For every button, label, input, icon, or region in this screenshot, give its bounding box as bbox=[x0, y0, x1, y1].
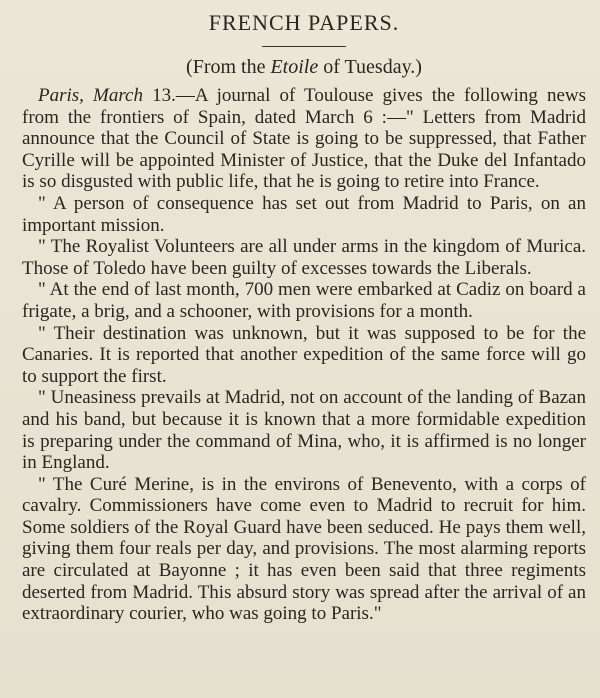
source-paper: Etoile bbox=[270, 56, 319, 78]
source-line bbox=[22, 55, 586, 79]
paragraph: " A person of consequence has set out from Madrid to Paris, on an important mission. bbox=[22, 192, 586, 236]
lead-text: 13.—A journal of Toulouse gives the following news from the frontiers of Spain, dated March 6 :—" Letters from Madrid announce that the Council of State is going to be suppressed, that Father Cyrille will be appointed Minister of Justice, that the Duke del Infantado is so disgusted with public life, that he is going to retire into France. bbox=[22, 85, 586, 193]
paragraph: " At the end of last month, 700 men were embarked at Cadiz on board a frigate, a brig, and a schooner, with provisions for a month. bbox=[22, 279, 586, 322]
dateline-month: March bbox=[93, 85, 143, 106]
lead-paragraph bbox=[22, 85, 586, 193]
dateline-place: Paris, bbox=[38, 85, 84, 106]
paragraph: " Their destination was unknown, but it was supposed to be for the Canaries. It is reported that another expedition of the same force will go to support the first. bbox=[22, 322, 586, 387]
divider-rule bbox=[262, 46, 346, 47]
source-suffix: of Tuesday.) bbox=[318, 56, 422, 78]
paragraph: " The Royalist Volunteers are all under arms in the kingdom of Murica. Those of Toledo have been guilty of excesses towards the Liberals. bbox=[22, 236, 586, 279]
headline: FRENCH PAPERS. bbox=[208, 10, 400, 35]
paragraph: " The Curé Merine, is in the environs of Benevento, with a corps of cavalry. Commissioners have come even to Madrid to recruit for him. Some soldiers of the Royal Guard have been seduced. He pays them well, giving them four reals per day, and provisions. The most alarming reports are circulated at Bayonne ; it has even been said that three regiments deserted from Madrid. This absurd story was spread after the arrival of an extraordinary courier, who was going to Paris." bbox=[22, 473, 586, 625]
source-prefix: (From the bbox=[186, 56, 271, 78]
paragraph: " Uneasiness prevails at Madrid, not on account of the landing of Bazan and his band, but because it is known that a more formidable expedition is preparing under the command of Mina, who, it is affirmed is no longer in England. bbox=[22, 387, 586, 474]
